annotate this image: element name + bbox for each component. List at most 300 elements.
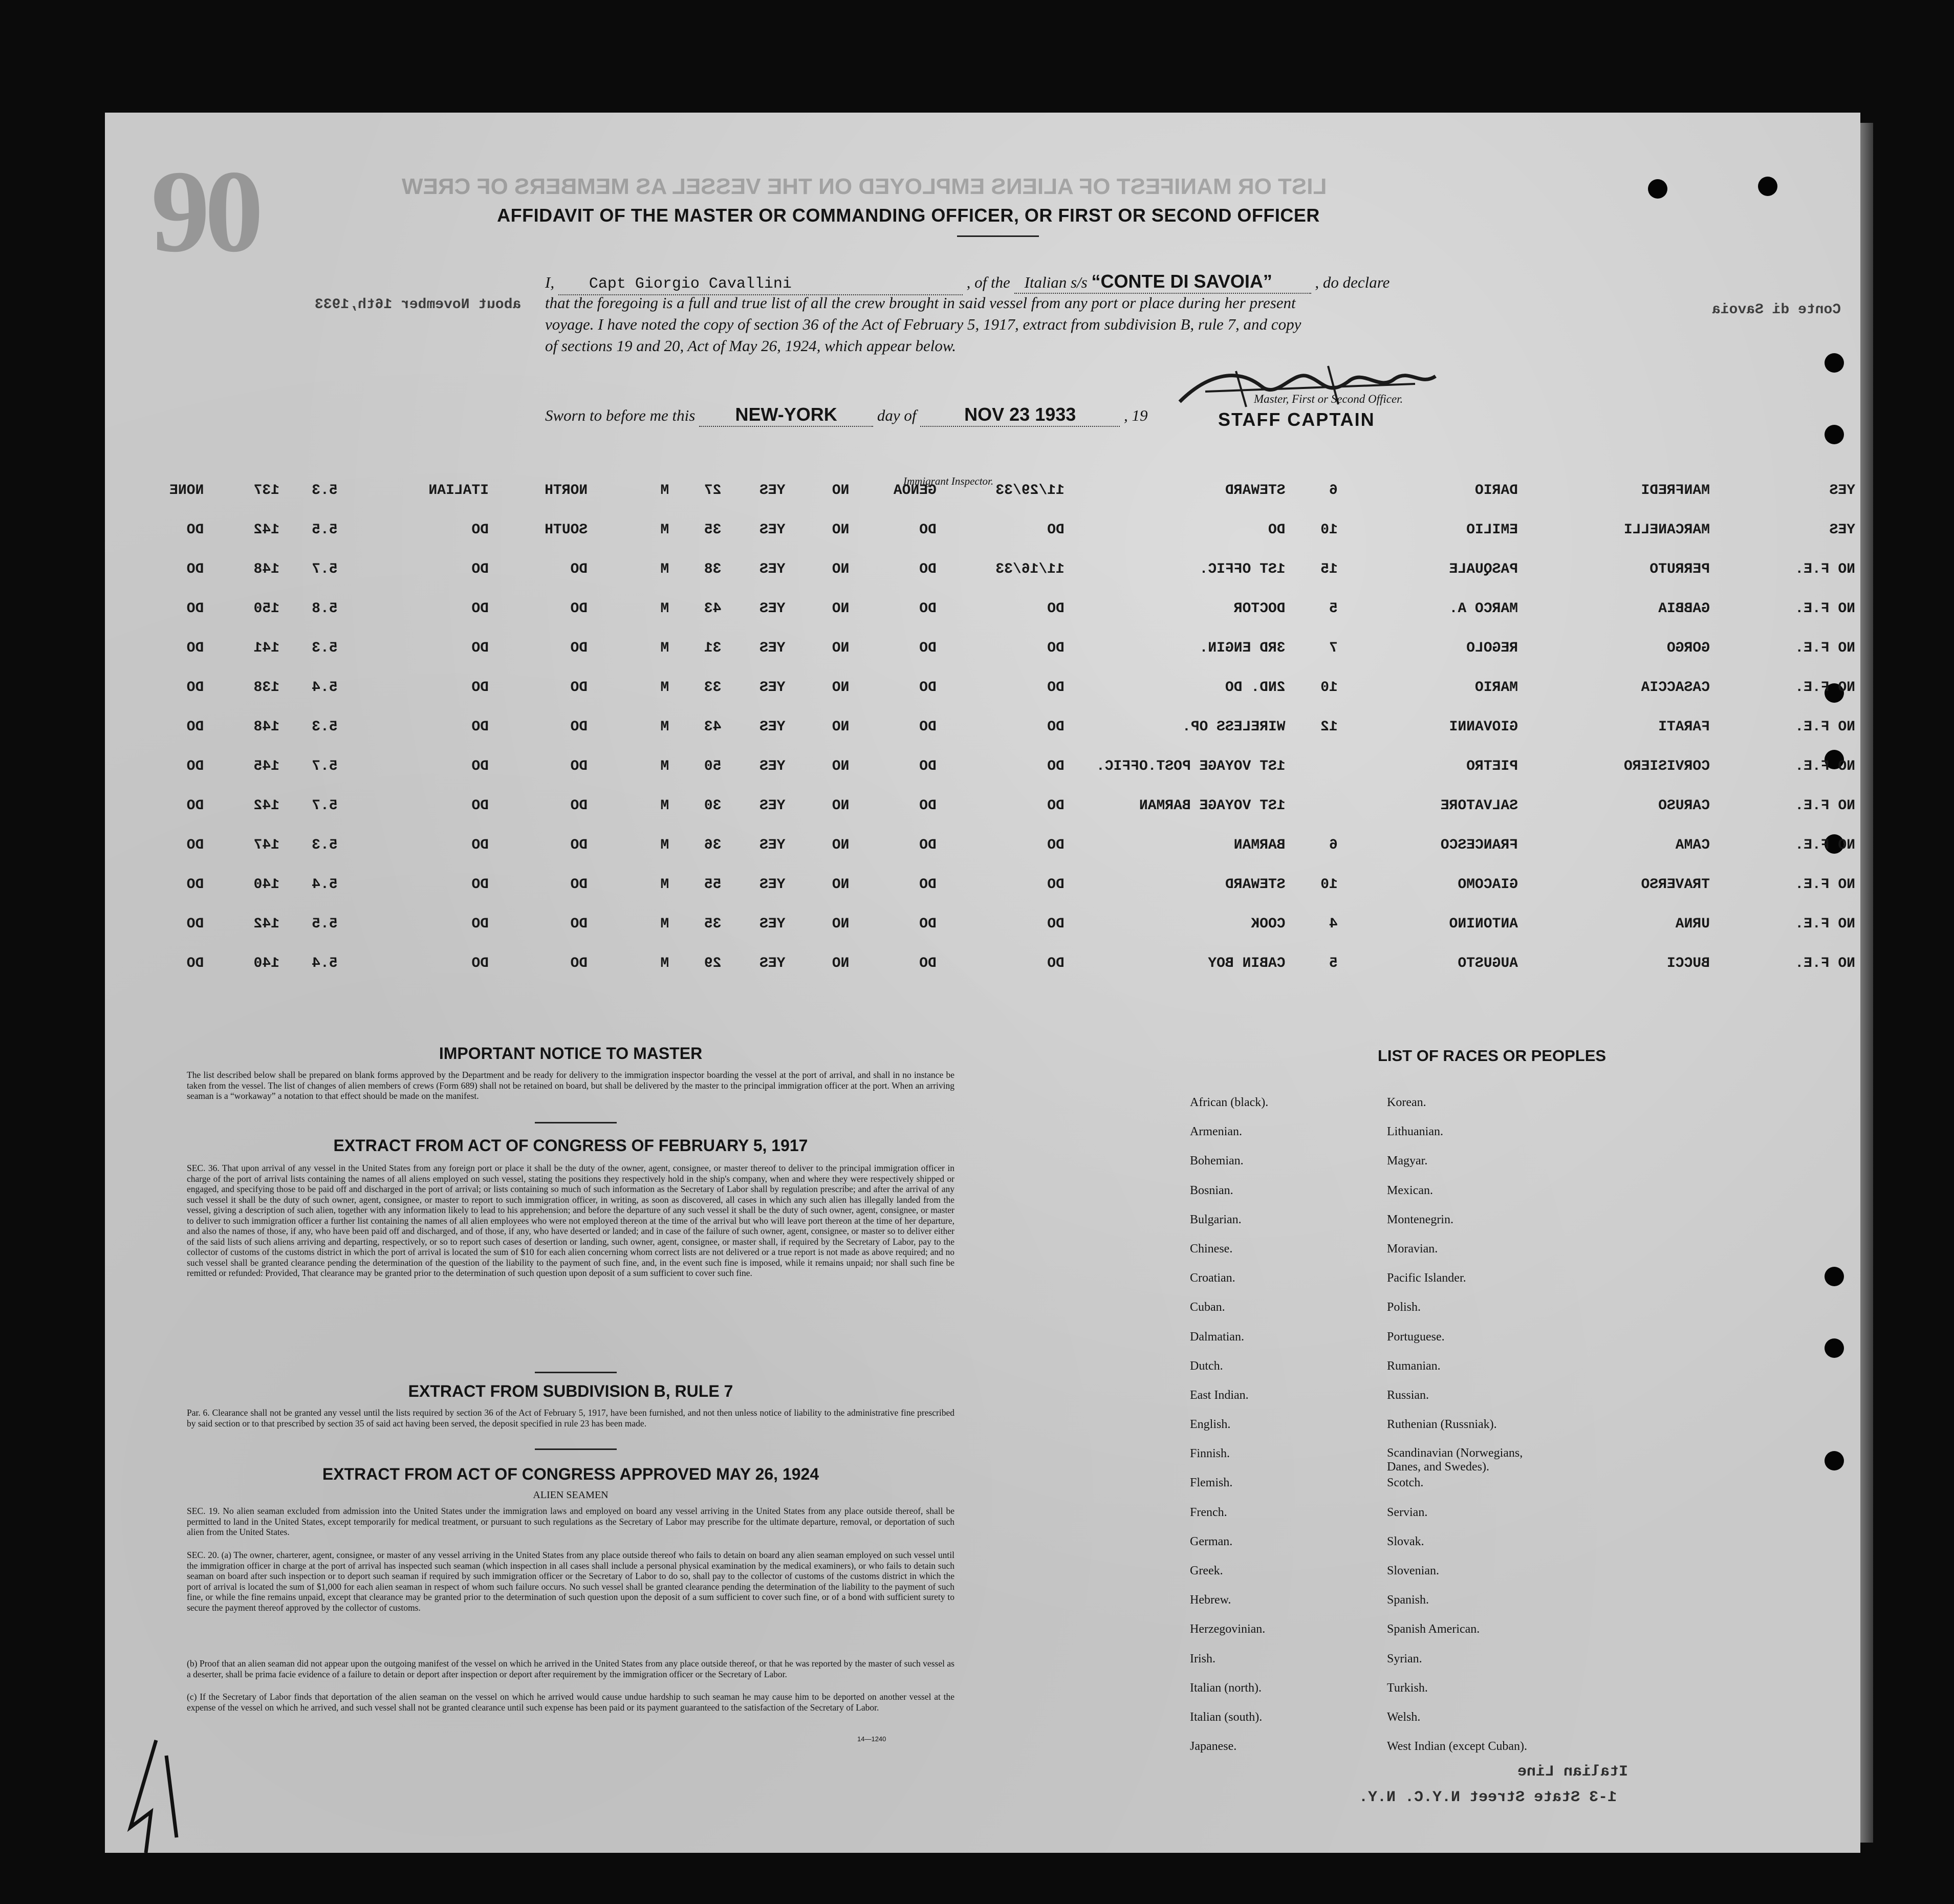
crew-cell: DO — [186, 601, 204, 617]
crew-cell: 35 — [704, 522, 722, 538]
crew-cell: MARCO A. — [1449, 601, 1518, 617]
crew-cell: DO — [570, 680, 588, 696]
crew-row — [105, 550, 1855, 589]
crew-cell: STEWARD — [1225, 877, 1286, 893]
crew-cell: NO — [832, 916, 850, 932]
crew-cell: M — [660, 680, 669, 696]
crew-cell: M — [660, 916, 669, 932]
crew-cell: YES — [759, 798, 786, 814]
crew-cell: DARIO — [1475, 483, 1518, 499]
races-title: LIST OF RACES OR PEOPLES — [1377, 1047, 1606, 1065]
crew-cell: DO — [919, 522, 937, 538]
extract-1917-title: EXTRACT FROM ACT OF CONGRESS OF FEBRUARY 5, 1917 — [333, 1136, 808, 1155]
crew-cell: DO — [1047, 877, 1065, 893]
crew-cell: DO — [570, 837, 588, 853]
crew-cell: BUCCI — [1666, 956, 1710, 971]
race-item: Russian. — [1387, 1388, 1429, 1402]
crew-cell: DO — [471, 601, 489, 617]
sworn-line — [545, 404, 1147, 427]
race-item: Armenian. — [1190, 1125, 1242, 1139]
crew-cell: DO — [570, 759, 588, 774]
crew-cell: SALVATORE — [1440, 798, 1518, 814]
race-item: Mexican. — [1387, 1183, 1433, 1197]
crew-row — [105, 707, 1855, 747]
crew-cell: M — [660, 956, 669, 971]
crew-cell: 5.3 — [312, 837, 338, 853]
crew-cell: CARUSO — [1658, 798, 1710, 814]
punch-hole — [1758, 177, 1777, 196]
race-item: Italian (north). — [1190, 1681, 1262, 1695]
race-item: Slovenian. — [1387, 1564, 1439, 1577]
race-item: Scandinavian (Norwegians, Danes, and Swedes). — [1387, 1446, 1523, 1474]
title-rule — [957, 235, 1039, 237]
declare-label: , do declare — [1315, 273, 1390, 291]
crew-cell: YES — [759, 522, 786, 538]
race-item: West Indian (except Cuban). — [1387, 1740, 1527, 1754]
race-item: Herzegovinian. — [1190, 1622, 1266, 1636]
punch-hole — [1825, 1267, 1844, 1286]
crew-cell: 5.3 — [312, 640, 338, 656]
vessel-name: “CONTE DI SAVOIA” — [1091, 271, 1272, 292]
crew-cell: 1ST VOYAGE BARMAN — [1139, 798, 1286, 814]
crew-cell: 150 — [253, 601, 280, 617]
crew-cell: DO — [919, 680, 937, 696]
notice-title: IMPORTANT NOTICE TO MASTER — [439, 1044, 703, 1063]
crew-row — [105, 471, 1855, 510]
crew-cell: DO — [471, 680, 489, 696]
crew-cell: DO — [919, 719, 937, 735]
crew-cell: YES — [759, 956, 786, 971]
crew-row — [105, 747, 1855, 786]
crew-cell: GENOA — [893, 483, 937, 499]
crew-cell: M — [660, 798, 669, 814]
crew-cell: GIACOMO — [1458, 877, 1518, 893]
crew-cell: DO — [1047, 640, 1065, 656]
crew-cell: DO — [570, 877, 588, 893]
crew-cell: 142 — [253, 798, 280, 814]
race-item: French. — [1190, 1505, 1227, 1519]
crew-row — [105, 944, 1855, 983]
bleedthrough-title: LIST OR MANIFEST OF ALIENS EMPLOYED ON THE VESSEL AS MEMBERS OF CREW — [402, 174, 1327, 199]
race-item: Dutch. — [1190, 1359, 1223, 1373]
crew-cell: 10 — [1320, 877, 1338, 893]
affidavit-line-2: that the foregoing is a full and true list of all the crew brought in said vessel from any port or place during her present — [545, 294, 1296, 312]
crew-cell: 5.4 — [312, 680, 338, 696]
day-of-label: day of — [877, 406, 917, 424]
crew-cell: 5.7 — [312, 561, 338, 577]
crew-row — [105, 668, 1855, 707]
crew-cell: WIRELESS OP. — [1182, 719, 1286, 735]
crew-cell: GORGO — [1666, 640, 1710, 656]
race-item: English. — [1190, 1418, 1231, 1432]
crew-cell: NO — [832, 640, 850, 656]
extract-1917-text: SEC. 36. That upon arrival of any vessel in the United States from any foreign port or place it shall be the duty of the owner, agent, consignee, or master thereof to deliver to the principal immigration officer in charge of the port of arrival lists containing the names of all aliens employed on such vessel, stating the positions they respectively hold in the ship's company, when and where they were respectively shipped or engaged, and specifying those to be paid off and discharged in the port of arrival; or lists containing so much of such information as the Secretary of Labor shall by regulation prescribe; and after the arrival of any such vessel it shall be the duty of such owner, agent, consignee, or master to report to such immigration officer, in writing, as soon as discovered, all cases in which any such alien has illegally landed from the vessel, giving a description of such alien, together with any information likely to lead to his apprehension; and before the departure of any such vessel it shall be the duty of such owner, agent, consignee, or master to deliver to such immigration officer a further list containing the names of all alien employees who were not employed thereon at the time of the arrival but who will leave port thereon at the time of her departure, and also the names of those, if any, who have been paid off and discharged, and of those, if any, who have deserted or landed; and in case of the failure of such owner, agent, consignee, or master so to deliver either of the said lists of such aliens arriving and departing, respectively, or so to report such cases of desertion or landing, such owner, agent, consignee, or master shall, if required by the Secretary of Labor, pay to the collector of customs of the customs district in which the port of arrival is located the sum of $10 for each alien concerning whom correct lists are not delivered or a true report is not made as above required; and no such vessel shall be granted clearance pending the determination of the question of the liability to the payment of such fine, and, in the event such fine is imposed, while it remains unpaid; nor shall such fine be remitted or refunded: Provided, That clearance may be granted prior to the determination of such question upon deposit of a sum sufficient to cover such fine. — [187, 1163, 954, 1278]
crew-cell: 142 — [253, 522, 280, 538]
crew-row — [105, 826, 1855, 865]
crew-cell: 36 — [704, 837, 722, 853]
race-item: Greek. — [1190, 1564, 1223, 1577]
crew-cell: SOUTH — [545, 522, 588, 538]
crew-cell: 11/16/33 — [995, 561, 1065, 577]
crew-cell: 5.7 — [312, 798, 338, 814]
race-item: East Indian. — [1190, 1388, 1249, 1402]
crew-cell: DO — [919, 640, 937, 656]
crew-cell: 4 — [1329, 916, 1338, 932]
affidavit-line-1 — [545, 271, 1389, 295]
crew-cell: 35 — [704, 916, 722, 932]
crew-cell: 145 — [253, 759, 280, 774]
crew-cell: DO — [1047, 956, 1065, 971]
crew-cell: 6 — [1329, 483, 1338, 499]
race-item: Syrian. — [1387, 1652, 1422, 1665]
punch-hole — [1825, 1451, 1844, 1470]
crew-bleedthrough-table — [105, 471, 1855, 983]
officer-name-field — [558, 272, 963, 295]
crew-cell: DO — [570, 798, 588, 814]
crew-cell: 15 — [1320, 561, 1338, 577]
crew-cell: MARCANELLI — [1623, 522, 1710, 538]
races-right-column — [1387, 1095, 1556, 1768]
crew-cell: MANFREDI — [1641, 483, 1710, 499]
crew-cell: 5.3 — [312, 483, 338, 499]
crew-cell: CAMA — [1675, 837, 1710, 853]
crew-cell: DO — [919, 837, 937, 853]
race-item: Bohemian. — [1190, 1154, 1244, 1168]
crew-cell: 138 — [253, 680, 280, 696]
crew-cell: DO — [471, 956, 489, 971]
crew-cell: DO — [919, 798, 937, 814]
crew-cell: 148 — [253, 561, 280, 577]
crew-cell: DO — [1047, 759, 1065, 774]
race-item: Lithuanian. — [1387, 1125, 1443, 1139]
crew-row — [105, 589, 1855, 629]
crew-cell: PIETRO — [1466, 759, 1518, 774]
crew-cell: DO — [471, 759, 489, 774]
race-item: Flemish. — [1190, 1476, 1233, 1490]
sworn-place-field — [699, 404, 873, 427]
crew-cell: DO — [1047, 916, 1065, 932]
crew-cell: 33 — [704, 680, 722, 696]
sworn-date-field — [920, 404, 1120, 427]
crew-cell: 27 — [704, 483, 722, 499]
crew-cell: DO — [570, 601, 588, 617]
crew-cell: NO F.E. — [1795, 798, 1855, 814]
crew-cell: 142 — [253, 916, 280, 932]
extract-1924-sec20c: (c) If the Secretary of Labor finds that deportation of the alien seaman on the vessel on which he arrived would cause undue hardship to such seaman he may cause him to be deported on another vessel at the expense of the vessel on which he arrived, and such vessel shall not be granted clearance until such expense has been paid or its payment guaranteed to the satisfaction of the Secretary of Labor. — [187, 1692, 954, 1713]
crew-cell: DO — [570, 561, 588, 577]
crew-cell: NO — [832, 719, 850, 735]
crew-cell: DO — [1047, 719, 1065, 735]
crew-cell: YES — [759, 640, 786, 656]
crew-cell: DO — [570, 956, 588, 971]
race-item: Japanese. — [1190, 1740, 1237, 1754]
crew-cell: DO — [186, 640, 204, 656]
crew-cell: DO — [471, 719, 489, 735]
crew-cell: YES — [1829, 522, 1855, 538]
line-stamp-line-2: 1-3 State Street N.Y.C. N.Y. — [1359, 1789, 1617, 1806]
crew-cell: 50 — [704, 759, 722, 774]
race-item: Italian (south). — [1190, 1710, 1263, 1724]
races-left-column — [1190, 1095, 1268, 1768]
crew-cell: NO — [832, 601, 850, 617]
crew-cell: DO — [919, 916, 937, 932]
crew-cell: NO — [832, 956, 850, 971]
crew-cell: 5.8 — [312, 601, 338, 617]
sworn-place: NEW-YORK — [735, 404, 837, 425]
race-item: Spanish. — [1387, 1593, 1429, 1607]
extract-1917-rule — [535, 1372, 617, 1373]
crew-cell: BARMAN — [1233, 837, 1286, 853]
crew-cell: 10 — [1320, 522, 1338, 538]
crew-cell: NO F.E. — [1795, 719, 1855, 735]
crew-cell: 2ND. DO — [1225, 680, 1286, 696]
crew-cell: NO — [832, 798, 850, 814]
crew-cell: 5.7 — [312, 759, 338, 774]
race-item: Montenegrin. — [1387, 1213, 1453, 1226]
crew-cell: DO — [919, 956, 937, 971]
crew-cell: 141 — [253, 640, 280, 656]
extract-1924-sec19: SEC. 19. No alien seaman excluded from admission into the United States under the immigration laws and employed on board any vessel arriving in the United States from any place outside thereof, shall be permitted to land in the United States, except temporarily for medical treatment, or pursuant to such regulations as the Secretary of Labor may prescribe for the ultimate departure, removal, or deportation of such alien from the United States. — [187, 1506, 954, 1537]
crew-cell: NO F.E. — [1795, 680, 1855, 696]
race-item: Croatian. — [1190, 1271, 1235, 1285]
race-item: Slovak. — [1387, 1534, 1424, 1548]
crew-cell: M — [660, 877, 669, 893]
crew-cell: MARIO — [1475, 680, 1518, 696]
crew-cell: DO — [1047, 798, 1065, 814]
extract-1924-subtitle: ALIEN SEAMEN — [533, 1489, 609, 1501]
crew-cell: DO — [186, 561, 204, 577]
crew-cell: DO — [1047, 522, 1065, 538]
crew-cell: 5.5 — [312, 916, 338, 932]
race-item: Cuban. — [1190, 1301, 1225, 1314]
crew-cell: 43 — [704, 601, 722, 617]
crew-cell: 6 — [1329, 837, 1338, 853]
punch-hole — [1648, 179, 1667, 199]
crew-cell: 137 — [253, 483, 280, 499]
extract-rule7-text: Par. 6. Clearance shall not be granted any vessel until the lists required by section 36 of the Act of February 5, 1917, have been furnished, and not then unless notice of liability to the administrative fine prescribed by said section or to that prescribed by section 35 of said act having been served, the deposit specified in rule 23 has been made. — [187, 1408, 954, 1429]
crew-cell: NO F.E. — [1795, 640, 1855, 656]
punch-hole — [1825, 1338, 1844, 1358]
crew-cell: DO — [471, 837, 489, 853]
crew-cell: YES — [759, 483, 786, 499]
crew-cell: 140 — [253, 956, 280, 971]
race-item: Finnish. — [1190, 1447, 1230, 1461]
vessel-prefix: Italian s/s — [1024, 273, 1088, 291]
crew-cell: NO F.E. — [1795, 759, 1855, 774]
crew-cell: DO — [1268, 522, 1286, 538]
line-stamp-line-1: Italian Line — [1517, 1763, 1629, 1781]
crew-cell: 5 — [1329, 601, 1338, 617]
crew-cell: YES — [759, 877, 786, 893]
crew-cell: 31 — [704, 640, 722, 656]
crew-cell: GIOVANNI — [1449, 719, 1518, 735]
affidavit-line-3: voyage. I have noted the copy of section 36 of the Act of February 5, 1917, extract from subdivision B, rule 7, and copy — [545, 315, 1301, 333]
crew-cell: TRAVERSO — [1641, 877, 1710, 893]
crew-cell: M — [660, 601, 669, 617]
crew-cell: DO — [471, 561, 489, 577]
crew-cell: PASQUALE — [1449, 561, 1518, 577]
race-item: Bosnian. — [1190, 1183, 1233, 1197]
crew-cell: DO — [919, 561, 937, 577]
extract-1924-sec20a: SEC. 20. (a) The owner, charterer, agent, consignee, or master of any vessel arriving in the United States from any place outside thereof who fails to detain on board any alien seaman employed on such vessel until the immigration officer in charge at the port of arrival has inspected such seaman (which inspection in all cases shall include a personal physical examination by the medical examiners), or who fails to detain such seaman on board after such inspection or to deport such seaman if required by such immigration officer or the Secretary of Labor to do so, shall pay to the collector of customs of the customs district in which the port of arrival is located the sum of $1,000 for each alien seaman in respect of whom such failure occurs. No such vessel shall be granted clearance pending the determination of the liability to the payment of such fine, or while the fine remains unpaid, except that clearance may be granted prior to the determination of such question upon the deposit of a sum sufficient to cover such fine, or of a bond with sufficient surety to secure the payment thereof approved by the collector of customs. — [187, 1550, 954, 1613]
extract-1924-title: EXTRACT FROM ACT OF CONGRESS APPROVED MAY 26, 1924 — [322, 1465, 819, 1483]
sworn-date: NOV 23 1933 — [964, 404, 1076, 425]
crew-cell: 5.4 — [312, 877, 338, 893]
immigrant-inspector-label: Immigrant Inspector. — [903, 475, 994, 487]
crew-cell: 5 — [1329, 956, 1338, 971]
crew-cell: CASACCIA — [1641, 680, 1710, 696]
crew-cell: DO — [919, 601, 937, 617]
crew-cell: DO — [471, 877, 489, 893]
crew-row — [105, 865, 1855, 904]
page-stamp-number: 90 — [151, 146, 258, 276]
crew-cell: GABBIA — [1658, 601, 1710, 617]
race-item: Spanish American. — [1387, 1622, 1480, 1636]
crew-cell: 55 — [704, 877, 722, 893]
vessel-field — [1014, 271, 1311, 294]
crew-cell: 147 — [253, 837, 280, 853]
crew-cell: 140 — [253, 877, 280, 893]
crew-cell: YES — [1829, 483, 1855, 499]
crew-cell: COOK — [1251, 916, 1286, 932]
crew-cell: NO — [832, 877, 850, 893]
form-number: 14—1240 — [857, 1735, 886, 1743]
crew-cell: NO — [832, 759, 850, 774]
of-the-label: , of the — [966, 273, 1010, 291]
margin-pencil-mark — [120, 1735, 192, 1853]
crew-cell: 29 — [704, 956, 722, 971]
crew-cell: DO — [186, 522, 204, 538]
extract-1924-sec20b: (b) Proof that an alien seaman did not appear upon the outgoing manifest of the vessel on which he arrived in the United States from any place outside thereof, or that he was reported by the master of such vessel as a deserter, shall be prima facie evidence of a failure to detain or deport after inspection or deport after requirement by the immigration officer or the Secretary of Labor. — [187, 1658, 954, 1679]
race-item: Rumanian. — [1387, 1359, 1441, 1373]
crew-cell: DO — [570, 719, 588, 735]
manifest-page — [105, 113, 1860, 1853]
notice-text: The list described below shall be prepared on blank forms approved by the Department and be ready for delivery to the immigration inspector boarding the vessel at the port of arrival, and shall in no instance be taken from the vessel. The list of changes of alien members of crews (Form 689) shall not be retained on board, but shall be delivered by the master to the principal immigration officer at the port. When an arriving seaman is a “workaway” a notation to that effect should be made on the manifest. — [187, 1070, 954, 1101]
race-item: Dalmatian. — [1190, 1330, 1244, 1344]
crew-cell: M — [660, 759, 669, 774]
crew-cell: FRANCESCO — [1440, 837, 1518, 853]
crew-cell: NO F.E. — [1795, 561, 1855, 577]
crew-cell: M — [660, 837, 669, 853]
crew-cell: YES — [759, 680, 786, 696]
race-item: Ruthenian (Russniak). — [1387, 1418, 1497, 1432]
crew-cell — [1286, 786, 1338, 826]
crew-cell: 7 — [1329, 640, 1338, 656]
race-item: Bulgarian. — [1190, 1213, 1242, 1226]
crew-cell: ANTONINO — [1449, 916, 1518, 932]
race-item: Scotch. — [1387, 1476, 1424, 1490]
crew-cell: DO — [471, 798, 489, 814]
crew-cell: ITALIAN — [428, 483, 489, 499]
race-item: Magyar. — [1387, 1154, 1428, 1168]
crew-cell: NO — [832, 561, 850, 577]
crew-table-body — [105, 471, 1855, 983]
crew-cell: NORTH — [545, 483, 588, 499]
crew-cell: FARATI — [1658, 719, 1710, 735]
crew-cell: NO F.E. — [1795, 916, 1855, 932]
crew-cell: 11/29/33 — [995, 483, 1065, 499]
notice-rule — [535, 1122, 617, 1123]
crew-cell: DO — [471, 522, 489, 538]
crew-cell: 148 — [253, 719, 280, 735]
extract-rule7-rule — [535, 1448, 617, 1450]
crew-cell: NO — [832, 483, 850, 499]
crew-cell: CORVISIERO — [1623, 759, 1710, 774]
crew-cell: YES — [759, 719, 786, 735]
crew-cell: YES — [759, 916, 786, 932]
crew-cell: YES — [759, 561, 786, 577]
bleedthrough-date: about November 16th,1933 — [315, 297, 522, 313]
crew-cell: M — [660, 561, 669, 577]
crew-cell: 5.5 — [312, 522, 338, 538]
crew-cell: URNA — [1675, 916, 1710, 932]
crew-cell: M — [660, 483, 669, 499]
officer-title: STAFF CAPTAIN — [1218, 409, 1375, 430]
crew-cell: DO — [186, 956, 204, 971]
crew-cell: DO — [471, 640, 489, 656]
crew-cell: DOCTOR — [1233, 601, 1286, 617]
crew-cell: REGOLO — [1466, 640, 1518, 656]
crew-cell: 12 — [1320, 719, 1338, 735]
crew-cell: DO — [570, 640, 588, 656]
crew-cell: CABIN BOY — [1208, 956, 1286, 971]
race-item: Korean. — [1387, 1096, 1426, 1109]
year-label: , 19 — [1123, 406, 1148, 424]
officer-caption: Master, First or Second Officer. — [1254, 393, 1403, 405]
crew-cell: NO — [832, 522, 850, 538]
affidavit-line-4: of sections 19 and 20, Act of May 26, 1924, which appear below. — [545, 337, 957, 355]
crew-cell: DO — [186, 877, 204, 893]
crew-cell: DO — [186, 680, 204, 696]
race-item: German. — [1190, 1534, 1233, 1548]
crew-cell: YES — [759, 601, 786, 617]
crew-cell: NO — [832, 680, 850, 696]
crew-cell: 1ST OFFIC. — [1199, 561, 1286, 577]
crew-cell: DO — [1047, 680, 1065, 696]
race-item: Chinese. — [1190, 1242, 1233, 1256]
crew-row — [105, 786, 1855, 826]
race-item: Welsh. — [1387, 1710, 1421, 1724]
crew-row — [105, 629, 1855, 668]
extract-rule7-title: EXTRACT FROM SUBDIVISION B, RULE 7 — [408, 1382, 733, 1400]
crew-cell: DO — [186, 719, 204, 735]
officer-name: Capt Giorgio Cavallini — [589, 275, 792, 293]
race-item: Irish. — [1190, 1652, 1215, 1665]
crew-cell: 3RD ENGIN. — [1199, 640, 1286, 656]
crew-cell: EMILIO — [1466, 522, 1518, 538]
crew-cell: M — [660, 640, 669, 656]
crew-cell: DO — [1047, 601, 1065, 617]
crew-cell: DO — [186, 798, 204, 814]
affidavit-prefix: I, — [545, 273, 555, 291]
crew-cell: 10 — [1320, 680, 1338, 696]
race-item: Moravian. — [1387, 1242, 1438, 1256]
crew-cell: M — [660, 522, 669, 538]
crew-cell: NO F.E. — [1795, 956, 1855, 971]
race-item: Pacific Islander. — [1387, 1271, 1466, 1285]
crew-cell: 1ST VOYAGE POST.OFFIC. — [1096, 759, 1286, 774]
race-item: Hebrew. — [1190, 1593, 1231, 1607]
sworn-label: Sworn to before me this — [545, 406, 696, 424]
crew-cell: YES — [759, 759, 786, 774]
race-item: Polish. — [1387, 1301, 1421, 1314]
crew-cell: 38 — [704, 561, 722, 577]
crew-cell: M — [660, 719, 669, 735]
crew-cell — [1286, 747, 1338, 786]
race-item: African (black). — [1190, 1096, 1269, 1109]
crew-cell: DO — [919, 877, 937, 893]
race-item: Portuguese. — [1387, 1330, 1445, 1344]
